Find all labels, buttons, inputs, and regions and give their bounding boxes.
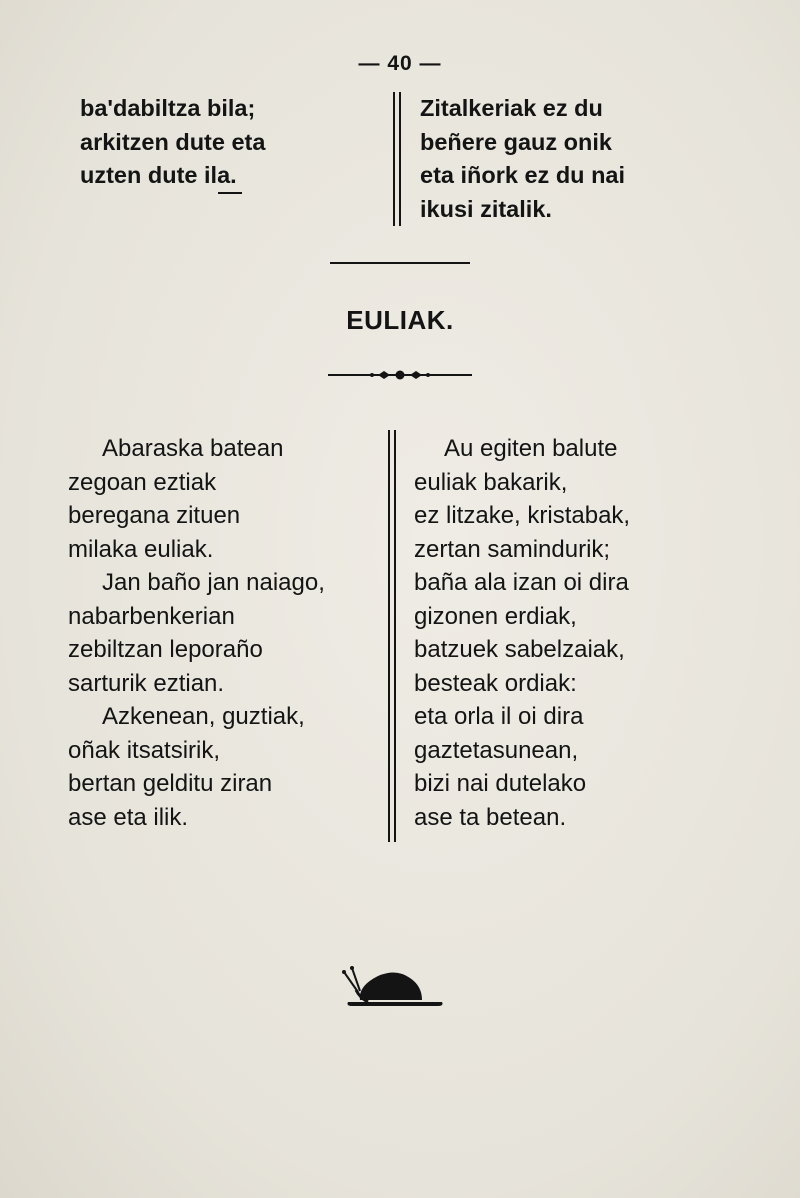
ornament-icon: [328, 368, 472, 382]
verse-line: oñak itsatsirik,: [68, 736, 221, 764]
verse-line: euliak bakarik,: [414, 468, 568, 496]
verse-line: ba'dabiltza bila;: [80, 95, 256, 121]
verse-line: beñere gauz onik: [420, 128, 612, 155]
top-left-stanza: [80, 92, 265, 193]
verse-line: gaztetasunean,: [414, 736, 579, 764]
verse-line: nabarbenkerian: [68, 602, 235, 630]
column-divider: [388, 430, 396, 842]
page-number: — 40 —: [358, 52, 442, 75]
verse-line: zegoan eztiak: [68, 468, 217, 496]
verse-line: ez litzake, kristabak,: [414, 502, 631, 529]
verse-line: ikusi zitalik.: [420, 195, 552, 222]
poem-title: EULIAK.: [346, 305, 454, 335]
verse-line: eta iñork ez du nai: [420, 162, 626, 188]
verse-line: Abaraska batean: [102, 435, 284, 462]
verse-line: zebiltzan leporaño: [68, 636, 263, 663]
verse-line: bizi nai dutelako: [414, 770, 587, 797]
verse-line: eta orla il oi dira: [414, 703, 584, 730]
verse-line: Azkenean, guztiak,: [102, 703, 305, 730]
verse-line: ase ta betean.: [414, 803, 567, 831]
right-column-verses: [414, 432, 630, 834]
column-divider: [393, 92, 401, 226]
verse-line: ase eta ilik.: [68, 803, 189, 831]
verse-line: milaka euliak.: [68, 535, 214, 563]
verse-line: beregana zituen: [68, 502, 241, 529]
snail-icon: [338, 964, 446, 1008]
verse-line: besteak ordiak:: [414, 669, 577, 697]
verse-line: sarturik eztian.: [68, 669, 225, 697]
verse-line: zertan samindurik;: [414, 535, 611, 563]
verse-line: batzuek sabelzaiak,: [414, 636, 625, 663]
stanza-end-dash: [218, 192, 242, 194]
verse-line: baña ala izan oi dira: [414, 569, 629, 596]
verse-line: Au egiten balute: [444, 435, 618, 462]
verse-line: bertan gelditu ziran: [68, 770, 273, 797]
verse-line: arkitzen dute eta: [80, 128, 266, 155]
verse-line: Zitalkeriak ez du: [420, 95, 603, 121]
verse-line: Jan baño jan naiago,: [102, 569, 325, 596]
section-separator: [330, 262, 470, 264]
verse-line: gizonen erdiak,: [414, 602, 577, 630]
verse-line: uzten dute ila.: [80, 162, 237, 188]
top-right-stanza: [420, 92, 625, 226]
left-column-verses: [68, 432, 325, 834]
